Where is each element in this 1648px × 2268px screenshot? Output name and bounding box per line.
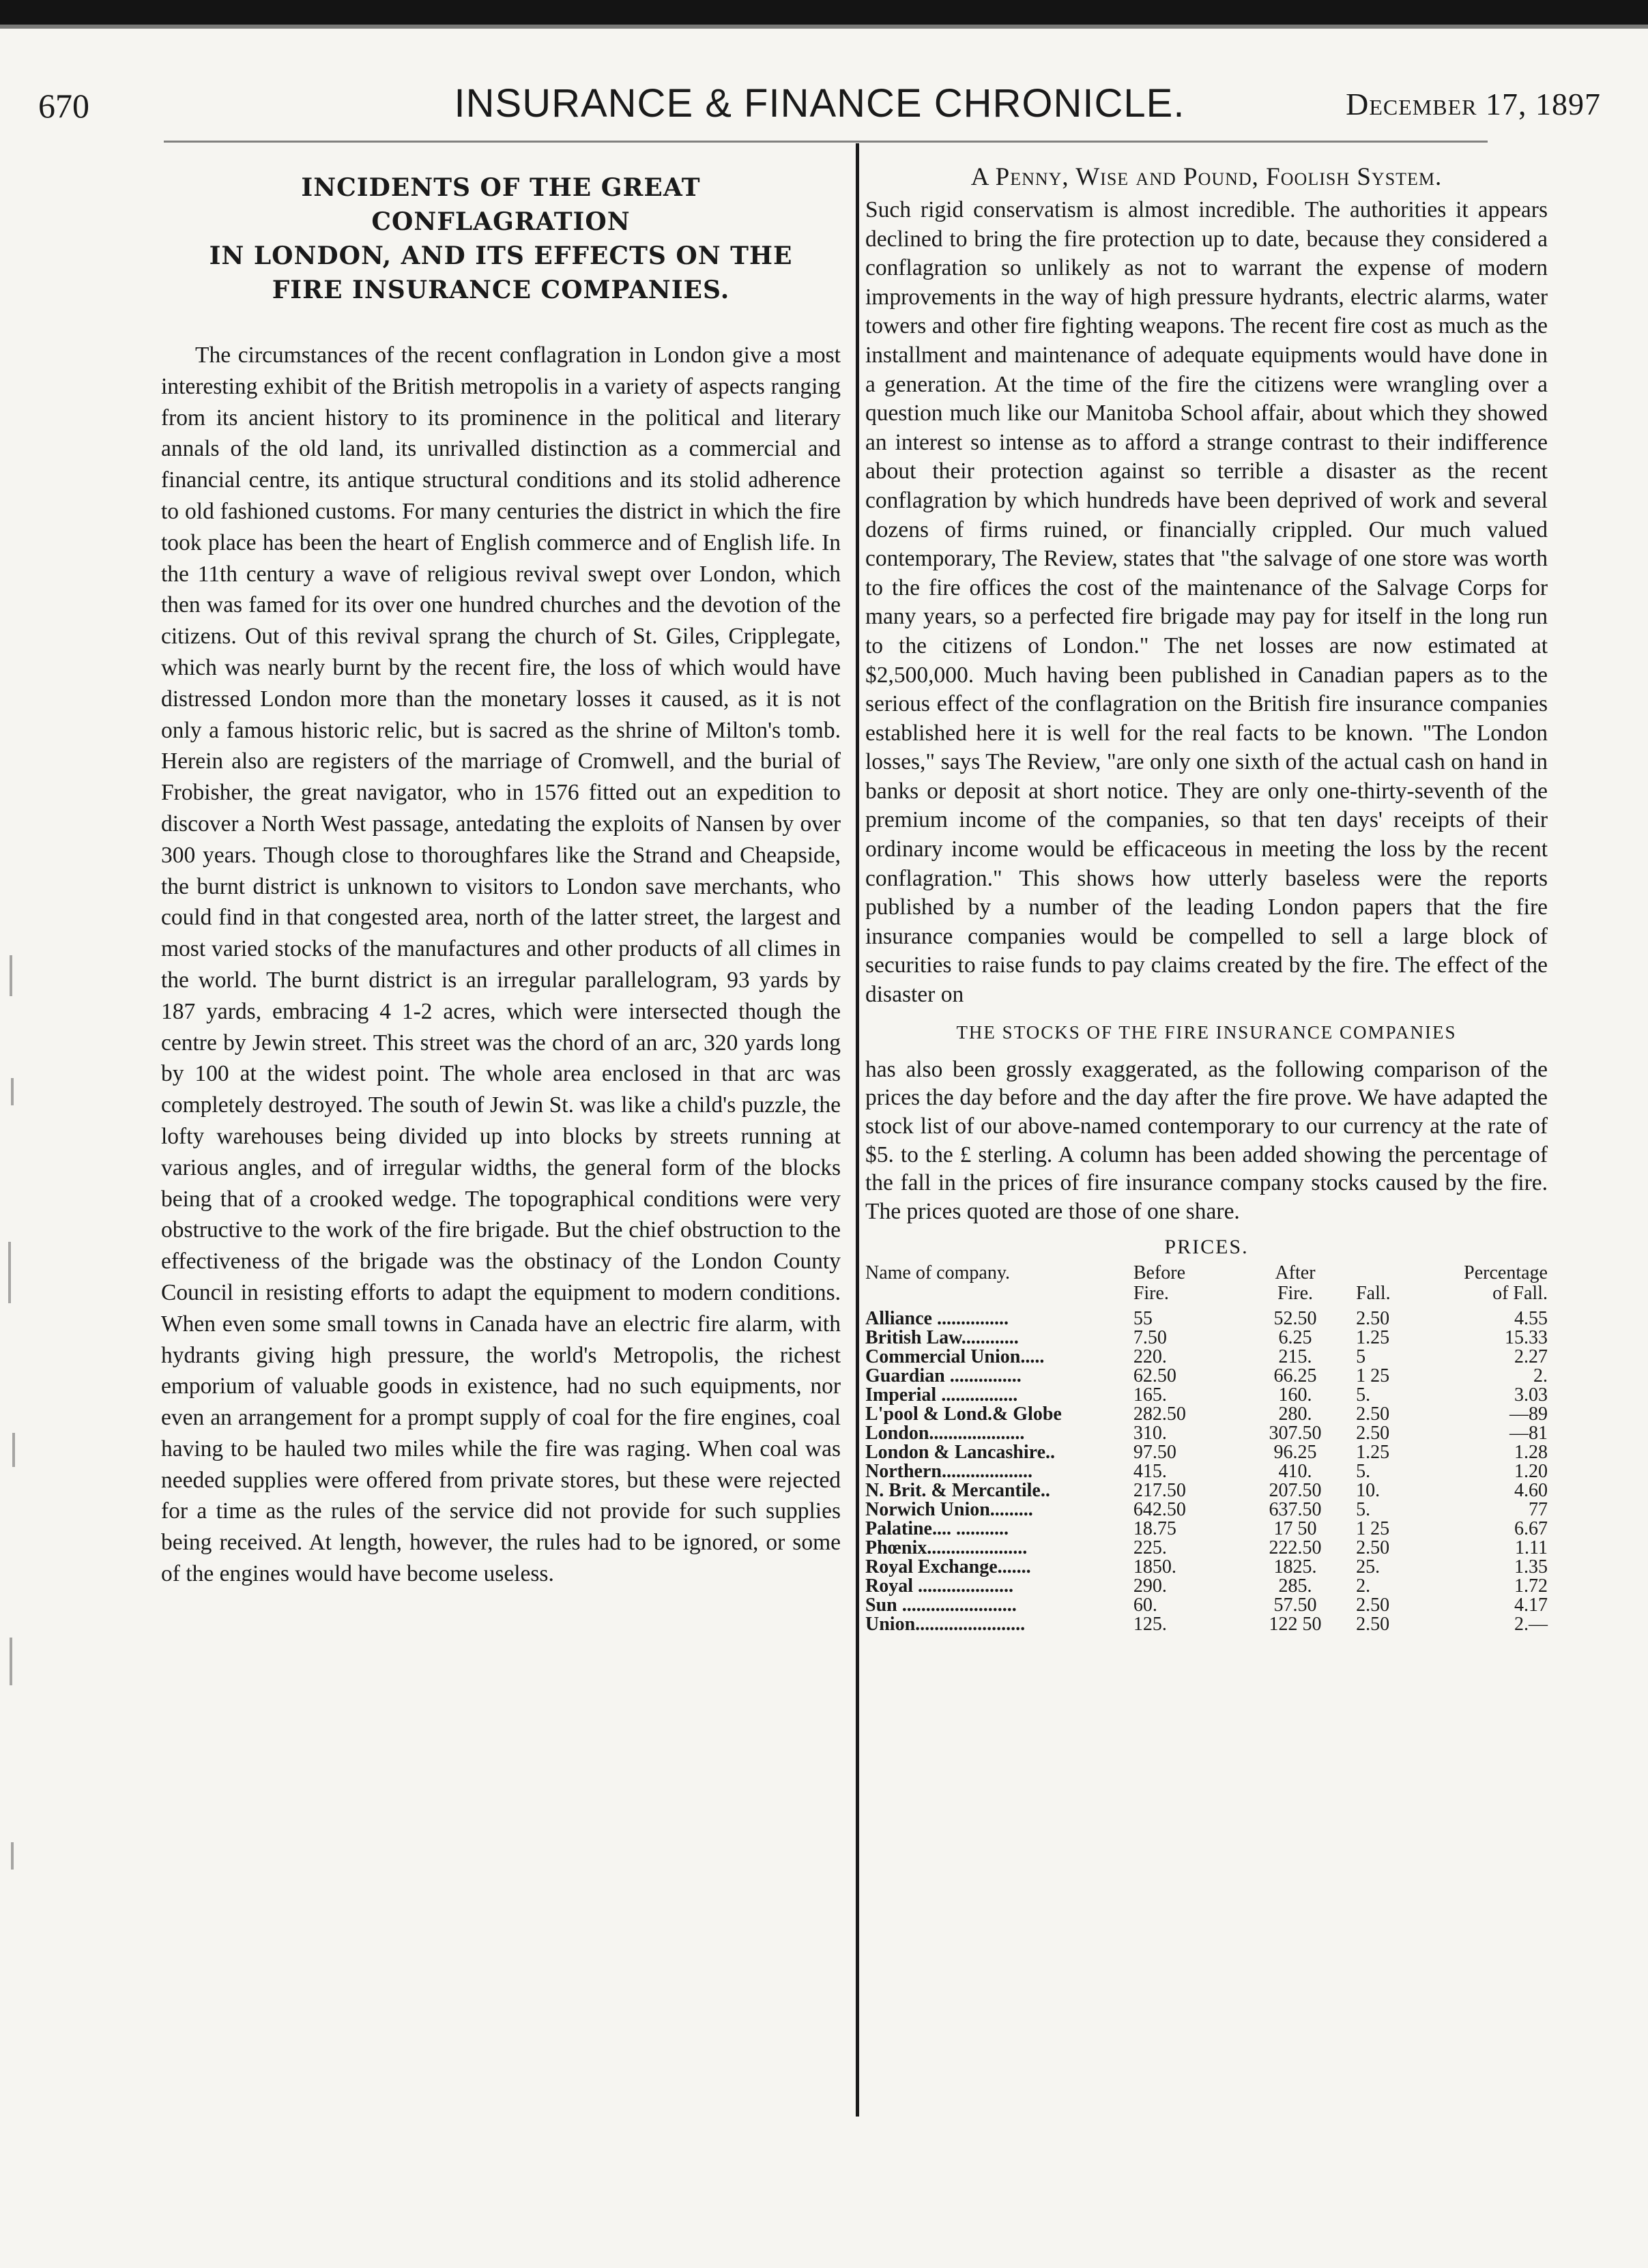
price-after-cell: 57.50: [1273, 1594, 1317, 1616]
price-after-cell: 285.: [1278, 1575, 1312, 1597]
article-title-line: IN LONDON, AND ITS EFFECTS ON THE: [209, 242, 793, 270]
price-after-cell: 410.: [1278, 1460, 1312, 1482]
company-name-cell: Commercial Union.....: [865, 1346, 1045, 1367]
table-row: [865, 1424, 1548, 1443]
table-row: [865, 1309, 1548, 1328]
section-body: Such rigid conservatism is almost incredible. The authorities it appears declined to bring the fire protection up to date, because they considered a conflagration so unlikely as not to warrant the expense of modern improvements in the way of high pressure hydrants, electric alarms, water towers and other fire fighting weapons. The recent fire cost as much as the installment and maintenance of adequate equipments would have done in a generation. At the time of the fire the citizens were wrangling over a question much like our Manitoba School affair, about which they showed an interest so intense as to afford a strange contrast to their indifference about their protection against so terrible a disaster as the recent conflagration by which hundreds have been deprived of work and several dozens of firms ruined, or financially crippled. Our much valued contemporary, The Review, states that "the salvage of one store was worth to the fire offices the cost of the maintenance of the Salvage Corps for many years, so a perfected fire brigade may pay for itself in the long run to the citizens of London." The net losses are now estimated at $2,500,000. Much having been published in Canadian papers as to the serious effect of the conflagration on the British fire insurance companies established here it is well for the real facts to be known. "The London losses," says The Review, "are only one sixth of the actual cash on hand in banks or deposit at short notice. They are only one-thirty-seventh of the premium income of the companies, so that ten days' receipts of their ordinary income would be efficaceous in meeting the loss by the recent conflagration." This shows how utterly baseless were the reports published by a number of the leading London papers that the fire insurance companies would be compelled to sell a large block of securities to raise funds to pay claims created by the fire. The effect of the disaster on: [865, 197, 1548, 1008]
company-name-cell: Phœnix.....................: [865, 1537, 1028, 1558]
percentage-cell: —89: [1509, 1403, 1548, 1425]
company-name-cell: L'pool & Lond.& Globe: [865, 1403, 1062, 1425]
company-name-cell: London....................: [865, 1422, 1025, 1444]
header-name: Name of company.: [865, 1262, 1010, 1283]
fall-cell: 1.25: [1356, 1326, 1390, 1348]
left-column: [161, 157, 841, 1590]
percentage-cell: 1.11: [1515, 1537, 1548, 1558]
price-before-cell: 165.: [1133, 1384, 1167, 1406]
fall-cell: 2.: [1356, 1575, 1371, 1597]
price-before-cell: 97.50: [1133, 1441, 1176, 1463]
percentage-cell: 4.17: [1514, 1594, 1548, 1616]
fall-cell: 1.25: [1356, 1441, 1390, 1463]
price-after-cell: 66.25: [1273, 1365, 1317, 1386]
section-subhead: THE STOCKS OF THE FIRE INSURANCE COMPANIES: [956, 1021, 1457, 1043]
fall-cell: 2.50: [1356, 1537, 1390, 1558]
section-body-continued: has also been grossly exaggerated, as the following comparison of the prices the day before and the day after the fire prove. We have adapted the stock list of our above-named contemporary to our currency at the rate of $5. to the £ sterling. A column has been added showing the percentage of the fall in the prices of fire insurance company stocks caused by the fire. The prices quoted are those of one share.: [865, 1056, 1548, 1225]
percentage-cell: 77: [1529, 1498, 1548, 1520]
page-number: 670: [38, 87, 89, 125]
percentage-cell: 2.: [1533, 1365, 1548, 1386]
percentage-cell: 2.—: [1514, 1613, 1548, 1635]
company-name-cell: Union.......................: [865, 1613, 1026, 1635]
fall-cell: 10.: [1356, 1479, 1380, 1501]
table-header-row: [865, 1263, 1548, 1309]
column-divider: [856, 143, 859, 2117]
price-before-cell: 55: [1133, 1307, 1153, 1329]
table-row: [865, 1405, 1548, 1424]
table-row: [865, 1577, 1548, 1596]
price-before-cell: 290.: [1133, 1575, 1167, 1597]
section-title: A Penny, Wise and Pound, Foolish System.: [970, 163, 1443, 191]
price-before-cell: 7.50: [1133, 1326, 1167, 1348]
fall-cell: 5: [1356, 1346, 1366, 1367]
price-after-cell: 160.: [1278, 1384, 1312, 1406]
percentage-cell: 3.03: [1514, 1384, 1548, 1406]
price-before-cell: 642.50: [1133, 1498, 1186, 1520]
company-name-cell: N. Brit. & Mercantile..: [865, 1479, 1050, 1501]
price-after-cell: 122 50: [1269, 1613, 1322, 1635]
company-name-cell: Alliance ...............: [865, 1307, 1009, 1329]
table-row: [865, 1443, 1548, 1462]
company-name-cell: Royal Exchange.......: [865, 1556, 1031, 1578]
table-row: [865, 1481, 1548, 1500]
fall-cell: 1 25: [1356, 1517, 1390, 1539]
company-name-cell: Northern...................: [865, 1460, 1032, 1482]
price-after-cell: 637.50: [1269, 1498, 1322, 1520]
price-before-cell: 62.50: [1133, 1365, 1176, 1386]
article-title-line: FIRE INSURANCE COMPANIES.: [272, 276, 730, 304]
fall-cell: 2.50: [1356, 1307, 1390, 1329]
company-name-cell: Royal ....................: [865, 1575, 1013, 1597]
table-row: [865, 1386, 1548, 1405]
price-before-cell: 60.: [1133, 1594, 1157, 1616]
price-after-cell: 207.50: [1269, 1479, 1322, 1501]
price-before-cell: 310.: [1133, 1422, 1167, 1444]
company-name-cell: Guardian ...............: [865, 1365, 1022, 1386]
top-border-shadow: [0, 25, 1648, 29]
company-name-cell: British Law............: [865, 1326, 1019, 1348]
price-after-cell: 52.50: [1273, 1307, 1317, 1329]
price-after-cell: 6.25: [1278, 1326, 1312, 1348]
price-before-cell: 225.: [1133, 1537, 1167, 1558]
header-fall: Fall.: [1356, 1282, 1391, 1304]
price-before-cell: 415.: [1133, 1460, 1167, 1482]
fall-cell: 1 25: [1356, 1365, 1390, 1386]
table-title: PRICES.: [1164, 1235, 1249, 1258]
binding-margin-marks: [0, 955, 27, 2115]
issue-date: December 17, 1897: [1346, 87, 1601, 121]
table-body: [865, 1309, 1548, 1634]
header-percentage: Percentage of Fall.: [1464, 1262, 1548, 1304]
stock-prices-table: [865, 1263, 1548, 1634]
percentage-cell: 1.35: [1514, 1556, 1548, 1578]
fall-cell: 2.50: [1356, 1594, 1390, 1616]
price-before-cell: 217.50: [1133, 1479, 1186, 1501]
table-row: [865, 1348, 1548, 1367]
header-rule: [164, 141, 1488, 143]
percentage-cell: —81: [1509, 1422, 1548, 1444]
percentage-cell: 1.28: [1514, 1441, 1548, 1463]
price-after-cell: 215.: [1278, 1346, 1312, 1367]
fall-cell: 5.: [1356, 1460, 1371, 1482]
price-before-cell: 220.: [1133, 1346, 1167, 1367]
table-row: [865, 1558, 1548, 1577]
fall-cell: 5.: [1356, 1384, 1371, 1406]
publication-title: INSURANCE & FINANCE CHRONICLE.: [454, 81, 1185, 126]
price-before-cell: 18.75: [1133, 1517, 1176, 1539]
company-name-cell: Sun ........................: [865, 1594, 1017, 1616]
table-row: [865, 1500, 1548, 1520]
table-row: [865, 1462, 1548, 1481]
fall-cell: 2.50: [1356, 1422, 1390, 1444]
price-before-cell: 125.: [1133, 1613, 1167, 1635]
table-row: [865, 1615, 1548, 1634]
price-after-cell: 1825.: [1273, 1556, 1317, 1578]
price-before-cell: 282.50: [1133, 1403, 1186, 1425]
fall-cell: 2.50: [1356, 1613, 1390, 1635]
percentage-cell: 2.27: [1514, 1346, 1548, 1367]
price-after-cell: 96.25: [1273, 1441, 1317, 1463]
company-name-cell: London & Lancashire..: [865, 1441, 1055, 1463]
percentage-cell: 6.67: [1514, 1517, 1548, 1539]
price-after-cell: 222.50: [1269, 1537, 1322, 1558]
table-row: [865, 1596, 1548, 1615]
article-body: The circumstances of the recent conflagration in London give a most interesting exhibit of the British metropolis in a variety of aspects ranging from its ancient history to its prominence in the political and literary annals of the old land, its unrivalled distinction as a commercial and financial centre, its antique structural conditions and its stolid adherence to old fashioned customs. For many centuries the district in which the fire took place has been the heart of English commerce and of English life. In the 11th century a wave of religious revival swept over London, which then was famed for its over one hundred churches and the devotion of the citizens. Out of this revival sprang the church of St. Giles, Cripplegate, which was nearly burnt by the recent fire, the loss of which would have distressed London more than the monetary losses it caused, as it is not only a famous historic relic, but is sacred as the shrine of Milton's tomb. Herein also are registers of the marriage of Cromwell, and the burial of Frobisher, the great navigator, who in 1576 fitted out an expedition to discover a North West passage, antedating the exploits of Nansen by over 300 years. Though close to thoroughfares like the Strand and Cheapside, the burnt district is unknown to visitors to London save merchants, who could find in that congested area, north of the latter street, the largest and most varied stocks of the manufactures and other products of all climes in the world. The burnt district is an irregular parallelogram, 93 yards by 187 yards, embracing 4 1-2 acres, which were intersected though the centre by Jewin street. This street was the chord of an arc, 320 yards long by 100 at the widest point. The whole area enclosed in that arc was completely destroyed. The south of Jewin St. was like a child's puzzle, the lofty warehouses being divided up into blocks by streets running at various angles, and of irregular widths, the general form of the blocks being that of a crooked wedge. The topographical conditions were very obstructive to the work of the fire brigade. But the chief obstruction to the effectiveness of the brigade was the obstinacy of the London County Council in resisting efforts to adapt the equipment to modern conditions. When even some small towns in Canada have an electric fire alarm, with hydrants giving high pressure, the world's Metropolis, the richest emporium of valuable goods in existence, had no such equipments, nor even an arrangement for a prompt supply of coal for the fire engines, coal having to be hauled two miles while the fire was raging. When coal was needed supplies were offered from private stores, but these were rejected for a time as the rules of the service did not provide for such supplies being received. At length, however, the rules had to be ignored, or some of the engines would have become useless.: [161, 343, 841, 1587]
fall-cell: 5.: [1356, 1498, 1371, 1520]
table-row: [865, 1520, 1548, 1539]
price-after-cell: 280.: [1278, 1403, 1312, 1425]
company-name-cell: Imperial ................: [865, 1384, 1018, 1406]
header-after: After Fire.: [1275, 1262, 1316, 1304]
percentage-cell: 4.55: [1514, 1307, 1548, 1329]
company-name-cell: Norwich Union.........: [865, 1498, 1033, 1520]
page-header: [38, 81, 1601, 135]
article-title-line: INCIDENTS OF THE GREAT CONFLAGRATION: [301, 173, 701, 236]
price-after-cell: 17 50: [1273, 1517, 1317, 1539]
table-row: [865, 1328, 1548, 1348]
price-after-cell: 307.50: [1269, 1422, 1322, 1444]
header-before: Before Fire.: [1133, 1262, 1185, 1304]
right-column: [865, 157, 1548, 1634]
percentage-cell: 1.72: [1514, 1575, 1548, 1597]
fall-cell: 25.: [1356, 1556, 1380, 1578]
top-border-rule: [0, 0, 1648, 25]
company-name-cell: Palatine.... ...........: [865, 1517, 1009, 1539]
price-before-cell: 1850.: [1133, 1556, 1176, 1578]
percentage-cell: 4.60: [1514, 1479, 1548, 1501]
article-title: [175, 171, 827, 307]
fall-cell: 2.50: [1356, 1403, 1390, 1425]
percentage-cell: 1.20: [1514, 1460, 1548, 1482]
table-row: [865, 1367, 1548, 1386]
table-row: [865, 1539, 1548, 1558]
percentage-cell: 15.33: [1505, 1326, 1548, 1348]
